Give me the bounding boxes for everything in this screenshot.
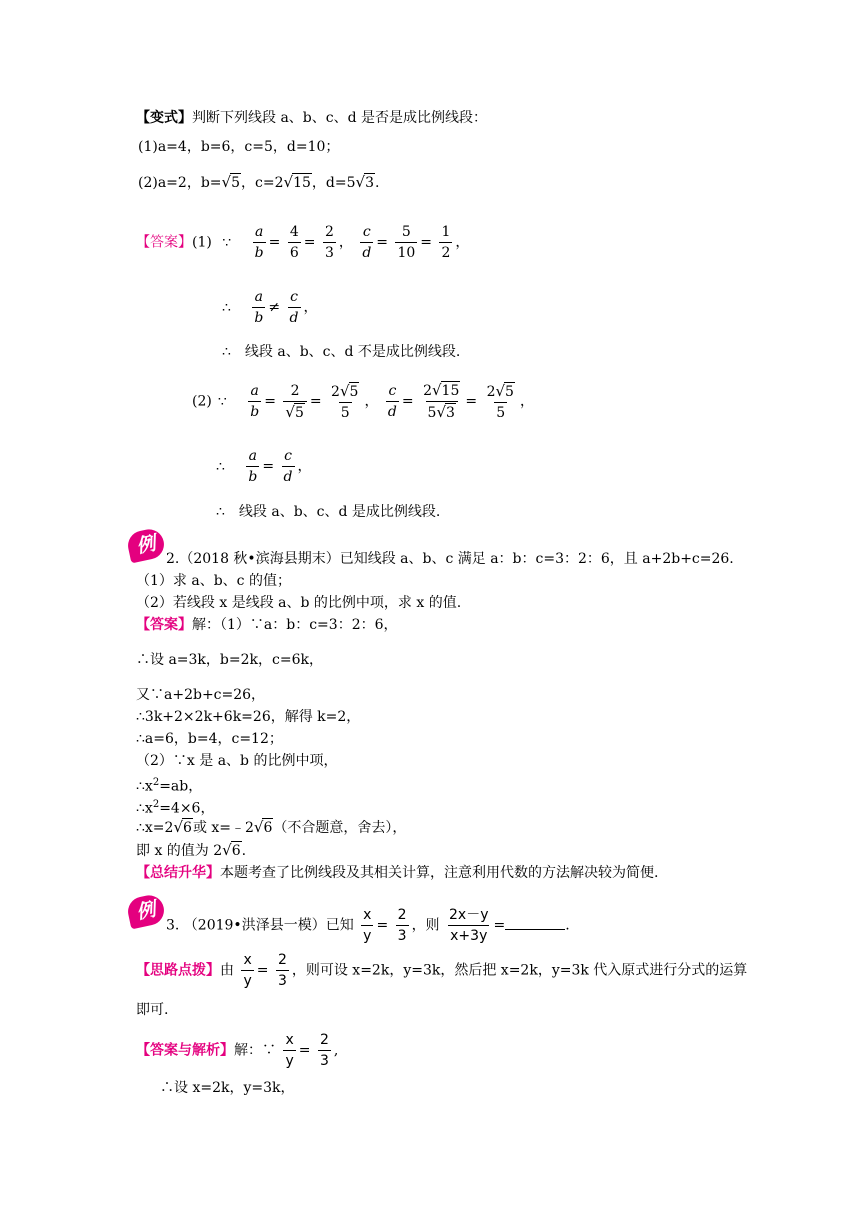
example-2-step: ∴设 a=3k，b=2k，c=6k， bbox=[136, 652, 323, 668]
example-2-answer: 【答案】解：（1）∵a：b：c=3：2：6， bbox=[136, 617, 398, 633]
example-2-q1: （1）求 a、b、c 的值； bbox=[136, 573, 291, 589]
variant-part-2: (2)a=2，b=√5，c=2√15，d=5√3. bbox=[138, 173, 380, 191]
example-2-stem: 2.（2018 秋•滨海县期末）已知线段 a、b、c 满足 a：b：c=3：2：6，且 a+2b+c=26. bbox=[166, 551, 734, 567]
example-2-step: $\therefore x^2=4\times 6$， bbox=[136, 799, 215, 817]
example-3-hint-end: 即可. bbox=[136, 1002, 169, 1018]
therefore-1: ∴ $\frac{a}{b}$ ≠ $\frac{c}{d}$ ， bbox=[222, 289, 318, 326]
example-3-stem: 3. （2019•洪泽县一模）已知 $\frac{x}{y}$ = $\frac{2}{3}$ ，则 $\frac{2x-y}{x+3y}$ = . bbox=[166, 907, 570, 944]
variant-part-1: (1)a=4，b=6，c=5，d=10； bbox=[138, 139, 340, 155]
conclusion-2: ∴ 线段 a、b、c、d 是成比例线段. bbox=[216, 504, 441, 520]
answer-2-line: (2) ∵ $\frac{a}{b}$ = $\frac{2}{√5}$ = $\frac{2√5}{5}$ ， $\frac{c}{d}$ = $\frac{2√15}{5√3}$ = $\frac{2√5}{5}$ ， bbox=[192, 381, 534, 421]
conclusion-1: ∴ 线段 a、b、c、d 不是成比例线段. bbox=[222, 344, 461, 360]
example-3-hint: 【思路点拨】由 $\frac{x}{y}$ = $\frac{2}{3}$ ，则可设 x=2k，y=3k，然后把 x=2k，y=3k 代入原式进行分式的运算 bbox=[136, 952, 748, 989]
example-2-step: ∴a=6，b=4，c=12； bbox=[136, 731, 283, 747]
answer-1-line: 【答案】(1) ∵ $\frac{a}{b}$ = $\frac{4}{6}$ = $\frac{2}{3}$ ， $\frac{c}{d}$ = $\frac{5}{10}$ = $\frac{1}{2}$ ， bbox=[136, 224, 470, 261]
variant-heading: 【变式】判断下列线段 a、b、c、d 是否是成比例线段： bbox=[136, 110, 488, 126]
answer-blank bbox=[505, 915, 565, 930]
example-2-step: 即 x 的值为 2√6. bbox=[136, 841, 247, 859]
example-badge-3: 例 bbox=[125, 893, 166, 930]
example-2-step: 又∵a+2b+c=26， bbox=[136, 687, 266, 703]
example-2-step: （2）∵x 是 a、b 的比例中项， bbox=[136, 753, 338, 769]
example-2-summary: 【总结升华】本题考查了比例线段及其相关计算，注意利用代数的方法解决较为简便. bbox=[136, 865, 659, 881]
example-2-step: ∴3k+2×2k+6k=26，解得 k=2， bbox=[136, 709, 361, 725]
example-2-step: ∴x=2√6或 x=﹣2√6（不合题意，舍去）， bbox=[136, 818, 407, 836]
example-2-step: $\therefore x^2=ab$， bbox=[136, 777, 203, 795]
example-3-step: ∴设 x=2k，y=3k， bbox=[160, 1080, 295, 1096]
example-2-q2: （2）若线段 x 是线段 a、b 的比例中项，求 x 的值. bbox=[136, 595, 462, 611]
example-3-answer: 【答案与解析】解：∵ $\frac{x}{y}$ = $\frac{2}{3}$ , bbox=[136, 1032, 339, 1069]
therefore-2: ∴ $\frac{a}{b}$ = $\frac{c}{d}$ ， bbox=[216, 448, 312, 485]
example-badge-2: 例 bbox=[125, 527, 166, 564]
